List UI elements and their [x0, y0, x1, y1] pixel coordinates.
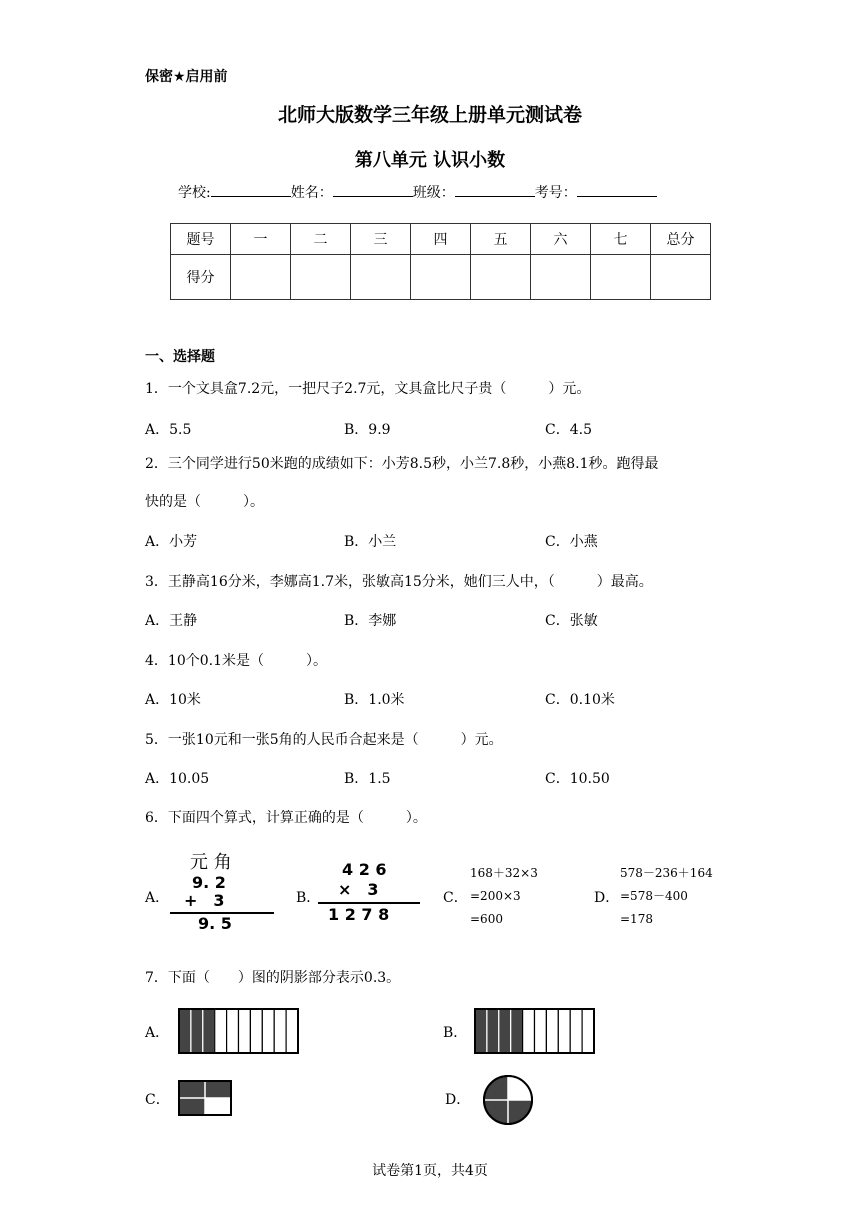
- score-cell[interactable]: [651, 255, 711, 300]
- q6-calc-a: [170, 852, 250, 934]
- question-3: 3．王静高16分米，李娜高1.7米，张敏高15分米，她们三人中，（ ）最高。: [145, 574, 653, 590]
- score-cell[interactable]: [471, 255, 531, 300]
- q7-figure-a: [178, 1008, 299, 1054]
- q2-option-a[interactable]: A．小芳: [145, 534, 198, 550]
- calc-d-line1: 578－236＋164: [620, 866, 713, 880]
- score-header-cell: 二: [291, 224, 351, 255]
- calc-d-line3: =178: [620, 912, 653, 926]
- strip-cell: [250, 1009, 262, 1053]
- class-blank[interactable]: [455, 182, 535, 197]
- q1-option-c[interactable]: C．4.5: [545, 422, 592, 438]
- q6-option-d[interactable]: D．: [594, 890, 620, 906]
- calc-a-header: 元 角: [190, 852, 232, 873]
- strip-cell: [286, 1009, 298, 1053]
- score-row-label: 得分: [171, 255, 231, 300]
- calc-c-line1: 168＋32×3: [470, 866, 538, 880]
- strip-cell: [582, 1009, 594, 1053]
- fig-c-shade-tr: [205, 1081, 231, 1098]
- strip-cell: [215, 1009, 227, 1053]
- strip-cell: [558, 1009, 570, 1053]
- secret-label: 保密★启用前: [145, 69, 228, 85]
- school-label: 学校:: [178, 185, 211, 201]
- exam-subtitle: 第八单元 认识小数: [354, 150, 506, 171]
- q4-option-c[interactable]: C．0.10米: [545, 692, 615, 708]
- question-6: 6．下面四个算式，计算正确的是（ ）。: [145, 810, 427, 826]
- strip-cell-shaded: [475, 1009, 487, 1053]
- q3-option-b[interactable]: B．李娜: [344, 613, 397, 629]
- score-cell[interactable]: [351, 255, 411, 300]
- q7-option-d[interactable]: D．: [445, 1092, 471, 1108]
- q6-calc-b: [318, 860, 410, 926]
- q2-option-b[interactable]: B．小兰: [344, 534, 397, 550]
- calc-c-line3: =600: [470, 912, 503, 926]
- score-header-cell: 总分: [651, 224, 711, 255]
- q2-option-c[interactable]: C．小燕: [545, 534, 598, 550]
- calc-b-line1: 4 2 6: [342, 860, 387, 879]
- exam-no-label: 考号：: [534, 185, 577, 201]
- q7-option-a[interactable]: A．: [145, 1025, 170, 1041]
- q5-option-c[interactable]: C．10.50: [545, 771, 610, 787]
- q1-option-a[interactable]: A．5.5: [145, 422, 192, 438]
- fig-c-shade-tl: [179, 1081, 205, 1098]
- calc-a-line1: 9. 2: [192, 873, 226, 892]
- question-4: 4．10个0.1米是（ ）。: [145, 653, 327, 669]
- q3-option-a[interactable]: A．王静: [145, 613, 198, 629]
- exam-title: 北师大版数学三年级上册单元测试卷: [277, 104, 582, 126]
- question-7: 7．下面（ ）图的阴影部分表示0.3。: [145, 970, 401, 986]
- score-cell[interactable]: [531, 255, 591, 300]
- q5-option-b[interactable]: B．1.5: [344, 771, 391, 787]
- q4-option-a[interactable]: A．10米: [145, 692, 201, 708]
- score-table: [170, 223, 711, 300]
- strip-cell-shaded: [203, 1009, 215, 1053]
- strip-cell: [546, 1009, 558, 1053]
- strip-cell-shaded: [499, 1009, 511, 1053]
- score-cell[interactable]: [411, 255, 471, 300]
- school-blank[interactable]: [211, 182, 291, 197]
- strip-cell-shaded: [179, 1009, 191, 1053]
- score-cell[interactable]: [291, 255, 351, 300]
- score-cell[interactable]: [591, 255, 651, 300]
- score-header-cell: 四: [411, 224, 471, 255]
- calc-a-line2: + 3: [184, 891, 225, 910]
- calc-b-result: 1 2 7 8: [318, 902, 420, 926]
- calc-c-line2: =200×3: [470, 889, 521, 903]
- name-label: 姓名：: [290, 185, 333, 201]
- q3-option-c[interactable]: C．张敏: [545, 613, 598, 629]
- q7-option-b[interactable]: B．: [443, 1025, 468, 1041]
- exam-no-blank[interactable]: [577, 182, 657, 197]
- strip-cell: [262, 1009, 274, 1053]
- q6-option-a[interactable]: A．: [145, 890, 170, 906]
- q7-figure-d: [482, 1074, 534, 1126]
- score-header-cell: 六: [531, 224, 591, 255]
- q6-calc-d: [620, 862, 713, 931]
- q6-option-b[interactable]: B．: [296, 890, 321, 906]
- student-info-line: [178, 182, 657, 202]
- q5-option-a[interactable]: A．10.05: [145, 771, 210, 787]
- question-2-cont: 快的是（ ）。: [145, 494, 264, 510]
- page-footer: 试卷第1页，共4页: [372, 1163, 488, 1179]
- calc-d-line2: =578－400: [620, 889, 688, 903]
- q4-option-b[interactable]: B．1.0米: [344, 692, 405, 708]
- strip-cell: [239, 1009, 251, 1053]
- calc-a-result: 9. 5: [170, 912, 274, 934]
- name-blank[interactable]: [333, 182, 413, 197]
- class-label: 班级：: [412, 185, 455, 201]
- score-header-cell: 五: [471, 224, 531, 255]
- strip-cell-shaded: [191, 1009, 203, 1053]
- q1-option-b[interactable]: B．9.9: [344, 422, 391, 438]
- score-header-cell: 一: [231, 224, 291, 255]
- calc-b-line2: × 3: [338, 880, 379, 899]
- strip-cell: [523, 1009, 535, 1053]
- score-cell[interactable]: [231, 255, 291, 300]
- score-header-cell: 七: [591, 224, 651, 255]
- q6-calc-c: [470, 862, 538, 931]
- strip-cell: [535, 1009, 547, 1053]
- q7-figure-c: [178, 1080, 232, 1116]
- score-header-cell: 三: [351, 224, 411, 255]
- strip-cell: [274, 1009, 286, 1053]
- strip-cell: [570, 1009, 582, 1053]
- q6-option-c[interactable]: C．: [443, 890, 468, 906]
- question-1: 1．一个文具盒7.2元，一把尺子2.7元，文具盒比尺子贵（ ）元。: [145, 381, 591, 397]
- section-heading: 一、选择题: [145, 349, 215, 365]
- score-header-cell: 题号: [171, 224, 231, 255]
- strip-cell-shaded: [511, 1009, 523, 1053]
- q7-option-c[interactable]: C．: [145, 1092, 170, 1108]
- fig-c-shade-bl: [179, 1098, 205, 1115]
- strip-cell-shaded: [487, 1009, 499, 1053]
- q7-figure-b: [474, 1008, 595, 1054]
- strip-cell: [227, 1009, 239, 1053]
- question-5: 5．一张10元和一张5角的人民币合起来是（ ）元。: [145, 732, 503, 748]
- question-2: 2．三个同学进行50米跑的成绩如下：小芳8.5秒，小兰7.8秒，小燕8.1秒。跑得最: [145, 456, 659, 472]
